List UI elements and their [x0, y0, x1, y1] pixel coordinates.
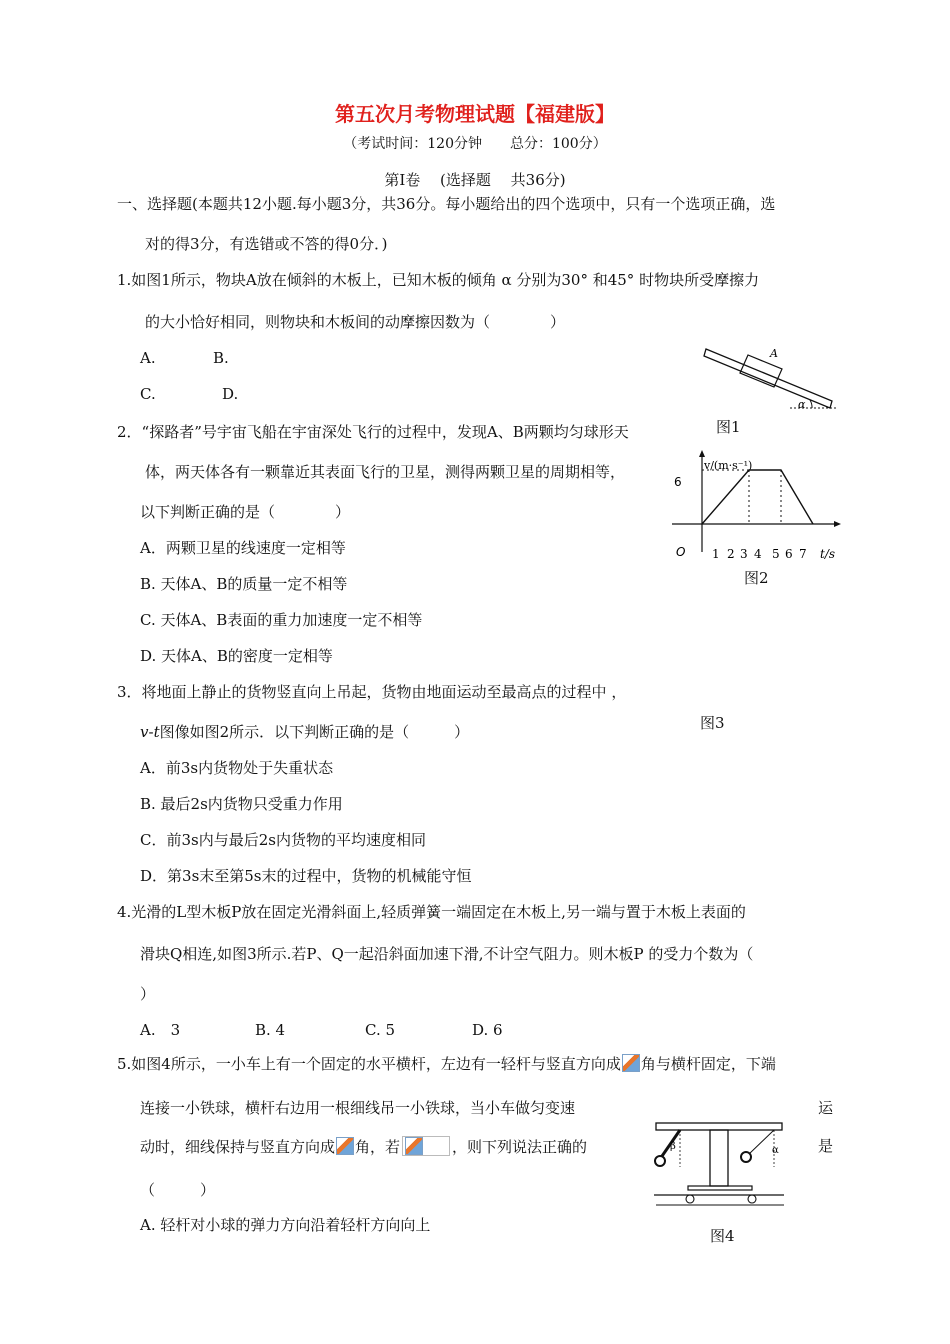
fig1-angle-label: α	[798, 398, 806, 411]
q4-option-b: B. 4	[255, 1021, 286, 1039]
q5-line3	[140, 1136, 587, 1157]
beta-symbol-icon	[622, 1054, 640, 1072]
q3-t: t	[153, 723, 160, 741]
fig1-block-label: A	[770, 347, 778, 360]
q2-option-b: B. 天体A、B的质量一定不相等	[140, 575, 348, 593]
q3-option-d: D．第3s末至第5s末的过程中，货物的机械能守恒	[140, 867, 472, 885]
q5-line1	[117, 1054, 776, 1074]
q4-line1: 4.光滑的L型木板P放在固定光滑斜面上,轻质弹簧一端固定在木板上,另一端与置于木板上表面的	[117, 903, 746, 921]
q3-line2	[140, 722, 469, 742]
figure-2-label: 图2	[744, 569, 769, 587]
fig2-velocity-line	[702, 470, 813, 524]
fig4-string	[748, 1130, 774, 1155]
alpha-symbol-icon	[336, 1137, 354, 1155]
fig4-ball-left	[655, 1156, 665, 1166]
fig2-ylabel: v/(m·s⁻¹)	[704, 459, 753, 472]
figure-4-label: 图4	[710, 1227, 735, 1245]
q1-option-c: C.	[140, 385, 156, 403]
q1-line1: 1.如图1所示，物块A放在倾斜的木板上，已知木板的倾角 α 分别为30° 和45° 时物块所受摩擦力	[117, 271, 760, 289]
figure-2-vt-graph	[668, 448, 843, 563]
fig4-alpha-label: α	[772, 1145, 779, 1156]
q2-option-a: A．两颗卫星的线速度一定相等	[140, 539, 346, 557]
figure-1-incline	[700, 345, 840, 415]
figure-1-label: 图1	[716, 418, 741, 436]
q4-line2: 滑块Q相连,如图3所示.若P、Q一起沿斜面加速下滑,不计空气阻力。则木板P 的受力个数为（	[140, 945, 754, 963]
q4-line3: ）	[140, 985, 156, 1003]
q2-line3: 以下判断正确的是（ ）	[140, 503, 351, 521]
q4-option-d: D. 6	[472, 1021, 503, 1039]
q2-option-c: C. 天体A、B表面的重力加速度一定不相等	[140, 611, 423, 629]
q5-line3a: 动时，细线保持与竖直方向成	[140, 1138, 336, 1156]
q4-option-c: C. 5	[365, 1021, 396, 1039]
fig2-x-tick-2: 2	[727, 547, 735, 561]
q4-option-a: A. 3	[140, 1021, 181, 1039]
fig4-wheel-right	[748, 1195, 756, 1203]
instructions-line2: 对的得3分，有选错或不答的得0分．)	[145, 235, 388, 253]
q2-option-d: D. 天体A、B的密度一定相等	[140, 647, 333, 665]
q3-option-b: B. 最后2s内货物只受重力作用	[140, 795, 343, 813]
q5-line2-end: 运	[818, 1099, 834, 1117]
q1-option-b: B.	[213, 349, 229, 367]
fig2-x-tick-4: 4	[754, 547, 762, 561]
q5-line4: （ ）	[140, 1181, 216, 1199]
fig2-origin: O	[676, 545, 686, 559]
formula-image-icon	[405, 1137, 423, 1155]
q3-line2-rest: 图像如图2所示．以下判断正确的是（ ）	[159, 723, 470, 741]
q5-line3b: 角，若	[355, 1138, 401, 1156]
q5-line1b: 角与横杆固定，下端	[640, 1055, 776, 1073]
fig2-x-tick-1: 1	[712, 547, 720, 561]
fig2-x-tick-7: 7	[799, 547, 807, 561]
q2-line1: 2．“探路者”号宇宙飞船在宇宙深处飞行的过程中，发现A、B两颗均匀球形天	[117, 423, 629, 441]
q5-line1a: 5.如图4所示，一小车上有一个固定的水平横杆，左边有一轻杆与竖直方向成	[117, 1055, 621, 1073]
exam-info: （考试时间：120分钟 总分：100分）	[343, 136, 607, 152]
condition-formula-icon	[402, 1136, 450, 1156]
figure-4-cart	[650, 1115, 790, 1210]
fig2-x-tick-6: 6	[785, 547, 793, 561]
q3-line1: 3．将地面上静止的货物竖直向上吊起，货物由地面运动至最高点的过程中 ，	[117, 683, 627, 701]
q3-option-a: A．前3s内货物处于失重状态	[140, 759, 334, 777]
q5-line3-end: 是	[818, 1137, 834, 1155]
q2-line2: 体，两天体各有一颗靠近其表面飞行的卫星，测得两颗卫星的周期相等，	[145, 463, 626, 481]
q5-line3c: ，则下列说法正确的	[452, 1138, 588, 1156]
fig2-x-tick-3: 3	[740, 547, 748, 561]
fig2-y-tick-6: 6	[674, 475, 682, 489]
q1-option-d: D.	[222, 385, 239, 403]
q5-line2: 连接一小铁球，横杆右边用一根细线吊一小铁球，当小车做匀变速	[140, 1099, 576, 1117]
fig4-ball-right	[741, 1152, 751, 1162]
instructions-line1: 一、选择题(本题共12小题.每小题3分，共36分。每小题给出的四个选项中，只有一个选项正确，选	[117, 195, 776, 213]
q3-option-c: C．前3s内与最后2s内货物的平均速度相同	[140, 831, 426, 849]
q5-option-a: A. 轻杆对小球的弹力方向沿着轻杆方向向上	[140, 1216, 431, 1234]
fig4-beta-label: β	[670, 1141, 676, 1152]
fig4-wheel-left	[686, 1195, 694, 1203]
part-title: 第Ⅰ卷 (选择题 共36分)	[384, 171, 566, 189]
fig4-pillar	[710, 1130, 728, 1186]
page-title: 第五次月考物理试题【福建版】	[335, 102, 615, 126]
fig2-xlabel: t/s	[820, 547, 836, 561]
q1-option-a: A.	[140, 349, 156, 367]
q3-v: v	[140, 723, 149, 741]
q1-line2: 的大小恰好相同，则物块和木板间的动摩擦因数为（ ）	[145, 313, 566, 331]
q3-dash: -	[148, 723, 154, 741]
figure-3-label: 图3	[700, 714, 725, 732]
fig4-crossbar	[656, 1123, 782, 1130]
fig2-x-tick-5: 5	[772, 547, 780, 561]
